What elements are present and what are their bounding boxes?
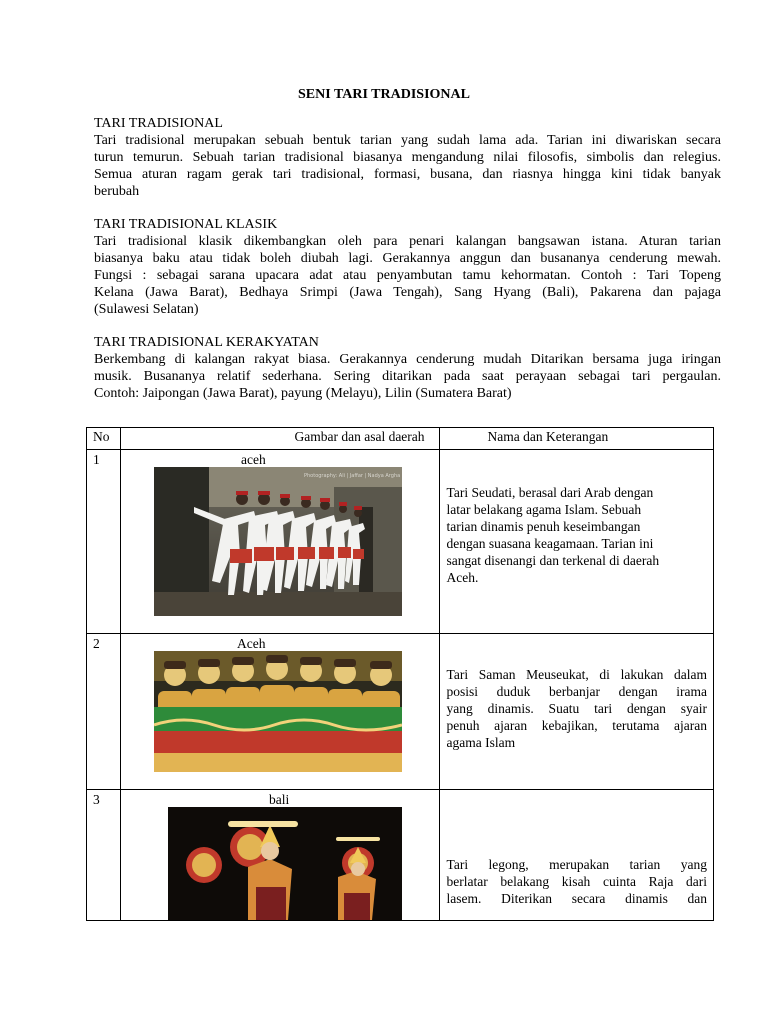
dance-description <box>440 790 713 907</box>
description-line: lasem. Diterikan secara dinamis dan <box>446 891 707 906</box>
description-line: posisi duduk berbanjar dengan irama <box>446 684 707 699</box>
paragraph-line: turun temurun. Sebuah tarian tradisional biasanya mengandung nilai filosofis, simbolis dan relegius. <box>94 150 721 165</box>
legong-dance-photo <box>168 807 402 920</box>
image-cell <box>121 450 440 634</box>
page-title: SENI TARI TRADISIONAL <box>298 87 470 102</box>
description-line: penuh ajaran kebajikan, terutama ajaran <box>446 718 707 733</box>
section-paragraph-kerakyatan <box>94 351 721 402</box>
description-line: latar belakang agama Islam. Sebuah <box>446 502 642 517</box>
paragraph-line: Kelana (Jawa Barat), Bedhaya Srimpi (Jawa Tengah), Sang Hyang (Bali), Pakarena dan pajaga <box>94 285 721 300</box>
paragraph-line: Berkembang di kalangan rakyat biasa. Gerakannya cenderung mudah Ditarikan bersama juga iringan <box>94 352 721 367</box>
description-line: Tari Saman Meuseukat, di lakukan dalam <box>446 667 707 682</box>
table-row <box>87 634 714 790</box>
section-paragraph-tari-tradisional <box>94 132 721 200</box>
description-cell <box>439 450 713 634</box>
paragraph-line: Semua aturan ragam gerak tari tradisional, formasi, busana, dan riasnya hingga kini tidak banyak <box>94 167 721 182</box>
description-line: berlatar belakang kisah cuinta Raja dari <box>446 874 707 889</box>
paragraph-line: Tari tradisional merupakan sebuah bentuk tarian yang sudah lama ada. Tarian ini diwariskan secara <box>94 133 721 148</box>
paragraph-line: (Sulawesi Selatan) <box>94 302 199 317</box>
table-header-row <box>87 428 714 450</box>
image-cell <box>121 790 440 921</box>
header-no: No <box>87 428 121 450</box>
paragraph-line: Fungsi : sebagai sarana upacara adat atau penyambutan tamu kehormatan. Contoh : Tari Topeng <box>94 268 721 283</box>
section-paragraph-klasik <box>94 233 721 318</box>
dance-description <box>440 450 713 586</box>
seudati-dance-photo <box>154 467 402 616</box>
table-row <box>87 450 714 634</box>
header-image-region: Gambar dan asal daerah <box>121 428 440 450</box>
description-line: sangat disenangi dan terkenal di daerah <box>446 553 660 568</box>
description-line: yang dinamis. Suatu tari dengan syair <box>446 701 707 716</box>
description-line: dengan suasana keagamaan. Tarian ini <box>446 536 654 551</box>
description-line: Tari Seudati, berasal dari Arab dengan <box>446 485 654 500</box>
row-number: 2 <box>87 634 121 790</box>
description-cell <box>439 790 713 921</box>
section-heading-tari-tradisional: TARI TRADISIONAL <box>94 116 223 131</box>
row-number: 3 <box>87 790 121 921</box>
region-label: bali <box>269 792 290 807</box>
description-line: tarian dinamis penuh keseimbangan <box>446 519 641 534</box>
section-heading-klasik: TARI TRADISIONAL KLASIK <box>94 217 278 232</box>
section-heading-kerakyatan: TARI TRADISIONAL KERAKYATAN <box>94 335 319 350</box>
paragraph-line: musik. Busananya relatif sederhana. Sering ditarikan pada saat perayaan sebagai tari pergaulan. <box>94 369 721 384</box>
dance-description <box>440 634 713 751</box>
paragraph-line: Tari tradisional klasik dikembangkan oleh para penari kalangan bangsawan istana. Aturan tarian <box>94 234 721 249</box>
paragraph-line: berubah <box>94 184 140 199</box>
table-row <box>87 790 714 921</box>
region-label: Aceh <box>237 636 266 651</box>
description-line: agama Islam <box>446 735 516 750</box>
description-line: Tari legong, merupakan tarian yang <box>446 857 707 872</box>
row-number: 1 <box>87 450 121 634</box>
photo-watermark: Photography: Ali | Jaffar | Nadya Argha <box>304 473 401 479</box>
dance-table <box>86 427 714 921</box>
paragraph-line: biasanya baku atau tidak boleh diubah lagi. Gerakannya anggun dan busananya cenderung mewah. <box>94 251 721 266</box>
paragraph-line: Contoh: Jaipongan (Jawa Barat), payung (Melayu), Lilin (Sumatera Barat) <box>94 386 512 401</box>
image-cell <box>121 634 440 790</box>
description-line: Aceh. <box>446 570 479 585</box>
description-cell <box>439 634 713 790</box>
region-label: aceh <box>241 452 266 467</box>
header-name-description: Nama dan Keterangan <box>439 428 713 450</box>
saman-dance-photo <box>154 651 402 772</box>
